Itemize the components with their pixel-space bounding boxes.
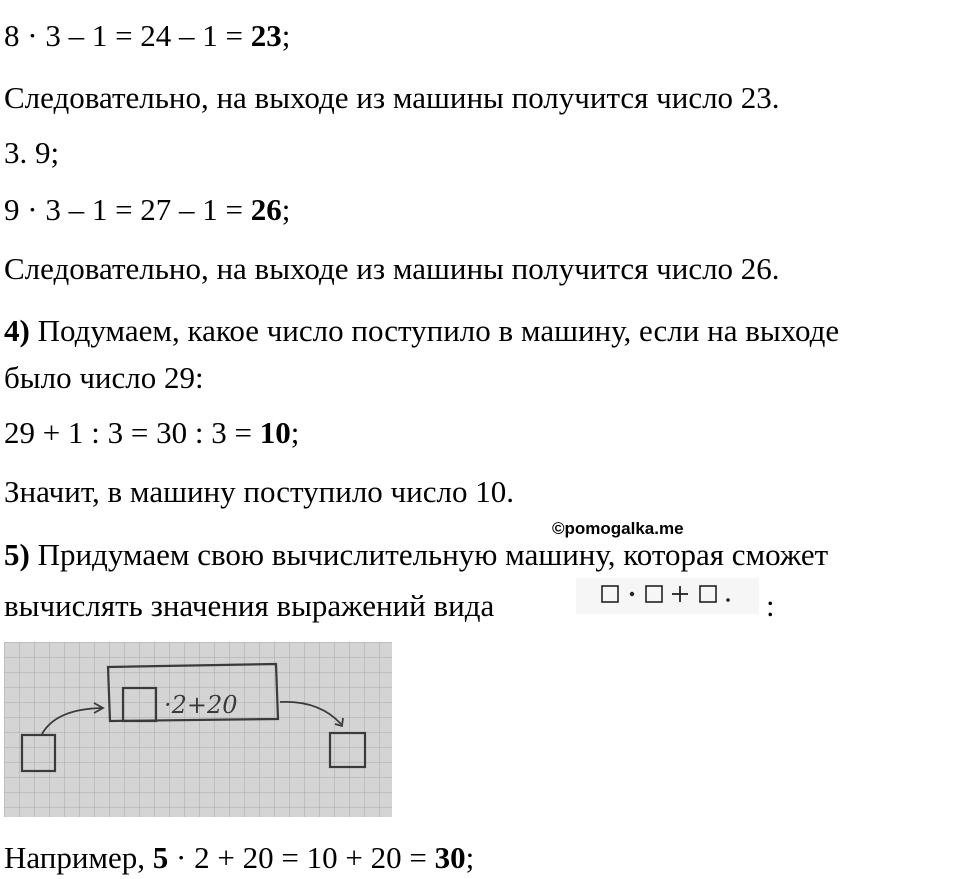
terminator: :	[766, 588, 775, 623]
item-text: вычислять значения выражений вида	[4, 588, 495, 623]
line-7: было число 29:	[4, 360, 204, 395]
handwritten-machine-photo	[4, 642, 392, 817]
period	[726, 598, 730, 602]
prefix: Например,	[4, 840, 153, 875]
machine-operation-text: ·2+20	[164, 691, 238, 719]
box-2	[646, 586, 662, 602]
expression: 29 + 1 : 3 = 30 : 3 =	[4, 415, 260, 450]
expression: · 2 + 20 = 10 + 20 =	[168, 840, 435, 875]
line-3: 3. 9;	[4, 135, 60, 170]
result: 10	[259, 415, 291, 450]
box-1	[602, 586, 618, 602]
dot-operator	[630, 592, 634, 596]
input-value: 5	[152, 840, 169, 875]
box-3	[700, 586, 716, 602]
terminator: ;	[281, 192, 291, 227]
line-1	[4, 18, 290, 54]
expression-template-drawing	[576, 578, 759, 614]
item-number: 4)	[4, 313, 30, 348]
expression-template-image	[576, 578, 759, 614]
line-9: Значит, в машину поступило число 10.	[4, 474, 514, 509]
machine-sketch	[4, 642, 392, 817]
expression: 9 · 3 – 1 = 27 – 1 =	[4, 192, 251, 227]
line-10	[4, 537, 828, 573]
line-8	[4, 415, 299, 451]
item-text: Подумаем, какое число поступило в машину, если на выходе	[29, 313, 840, 348]
terminator: ;	[465, 840, 475, 875]
result: 26	[250, 192, 282, 227]
result: 30	[434, 840, 466, 875]
result: 23	[250, 18, 282, 53]
line-4	[4, 192, 290, 228]
line-6	[4, 313, 839, 349]
terminator: ;	[281, 18, 291, 53]
item-number: 5)	[4, 537, 30, 572]
line-5: Следовательно, на выходе из машины получится число 26.	[4, 251, 780, 286]
watermark: ©pomogalka.me	[552, 519, 684, 538]
line-11	[4, 588, 775, 624]
terminator: ;	[290, 415, 300, 450]
line-12	[4, 840, 474, 876]
expression: 8 · 3 – 1 = 24 – 1 =	[4, 18, 251, 53]
grid-lines	[4, 642, 392, 817]
item-text: Придумаем свою вычислительную машину, которая сможет	[29, 537, 829, 572]
line-2: Следовательно, на выходе из машины получится число 23.	[4, 80, 780, 115]
